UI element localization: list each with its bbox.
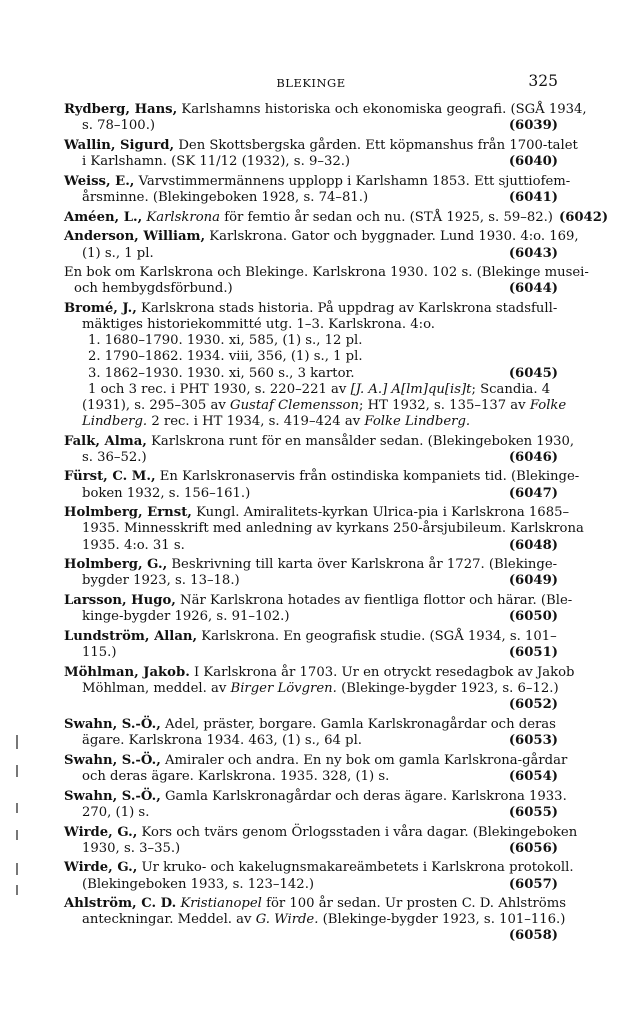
entry-text: Karlskrona. Gator och byggnader. Lund 1930. 4:o. 169,: [209, 229, 579, 245]
entry-text: och hembygdsförbund.): [74, 281, 233, 297]
entry-text: 270, (1) s.: [82, 804, 150, 820]
entry-text: anteckningar. Meddel. av: [82, 912, 252, 928]
entry-text: kinge-bygder 1926, s. 91–102.): [82, 609, 290, 625]
entry-6052: [64, 664, 575, 713]
entry-number: (6055): [508, 804, 558, 820]
entry-6045: [64, 301, 567, 430]
entry-text: Varvstimmermännens upplopp i Karlshamn 1853. Ett sjuttiofem-: [138, 173, 571, 189]
scan-mark: [16, 735, 18, 749]
entry-author: Bromé, J.,: [64, 301, 137, 317]
entry-text: (Blekinge-bygder 1923, s. 6–12.): [341, 681, 559, 697]
entry-editor: Birger Lövgren.: [230, 681, 337, 697]
entry-number: (6040): [508, 153, 558, 169]
entry-text: Karlskrona stads historia. På uppdrag av Karlskrona stadsfull-: [141, 301, 558, 317]
entry-text: 1930, s. 3–35.): [82, 840, 181, 856]
entry-number: (6056): [508, 840, 558, 856]
entry-number: (6044): [508, 281, 558, 297]
entry-volume: 1. 1680–1790. 1930. xi, 585, (1) s., 12 pl.: [88, 333, 363, 349]
entry-text: i Karlshamn. (SK 11/12 (1932), s. 9–32.): [82, 153, 351, 169]
entry-6042: [64, 209, 609, 226]
entry-6047: [64, 469, 580, 501]
scan-mark: [16, 803, 18, 813]
entry-text: I Karlskrona år 1703. Ur en otryckt resedagbok av Jakob: [194, 664, 575, 680]
entry-6046: [64, 433, 575, 466]
entry-6056: [64, 824, 578, 857]
entry-6040: [64, 137, 578, 170]
entry-number: (6052): [508, 697, 558, 713]
entry-author: Falk, Alma,: [64, 433, 147, 449]
entry-review: ; Scandia. 4: [471, 381, 551, 397]
entry-text: för 100 år sedan. Ur prosten C. D. Ahlströms: [266, 896, 567, 912]
entry-text: Kungl. Amiralitets-kyrkan Ulrica-pia i Karlskrona 1685–: [196, 505, 570, 521]
entry-6057: [64, 860, 574, 892]
entry-6053: [64, 717, 558, 749]
entry-6055: [64, 788, 567, 821]
entry-text: s. 36–52.): [82, 449, 147, 465]
entry-text: Adel, präster, borgare. Gamla Karlskronagårdar och deras: [165, 716, 556, 732]
entry-review: (1931), s. 295–305 av: [82, 397, 226, 413]
entry-reviewer: Folke Lindberg.: [364, 413, 471, 429]
entry-text: och deras ägare. Karlskrona. 1935. 328, (1) s.: [82, 768, 390, 784]
entry-6054: [64, 752, 568, 785]
entry-number: (6050): [508, 609, 558, 625]
entry-text: boken 1932, s. 156–161.): [82, 485, 251, 501]
entry-author: Rydberg, Hans,: [64, 102, 178, 117]
entry-title-italic: Karlskrona: [146, 209, 220, 225]
entry-text: 115.): [82, 645, 117, 661]
entry-author: Weiss, E.,: [64, 173, 135, 189]
scan-mark: [16, 830, 18, 840]
entry-text: 1935. Minnesskrift med anledning av kyrkans 250-årsjubileum. Karlskrona: [82, 521, 584, 537]
entry-number: (6057): [508, 876, 558, 892]
entry-author: Holmberg, Ernst,: [64, 505, 192, 521]
entry-author: Möhlman, Jakob.: [64, 664, 190, 680]
entry-6041: [64, 173, 571, 206]
entry-6039: [64, 102, 587, 134]
entry-number: (6046): [508, 449, 558, 465]
entry-text: Gamla Karlskronagårdar och deras ägare. Karlskrona 1933.: [165, 788, 567, 804]
entry-6050: [64, 593, 573, 625]
entry-author: Wirde, G.,: [64, 824, 138, 840]
entry-6044: [64, 265, 589, 297]
entry-editor: G. Wirde.: [255, 912, 319, 928]
scan-mark: [16, 885, 18, 895]
entry-text: (Blekinge-bygder 1923, s. 101–116.): [322, 912, 566, 928]
entry-6043: [64, 229, 579, 261]
page-number: 325: [528, 72, 558, 90]
entry-text: Beskrivning till karta över Karlskrona år 1727. (Blekinge-: [171, 557, 558, 573]
entry-number: (6051): [508, 645, 558, 661]
entry-author: Holmberg, G.,: [64, 557, 168, 573]
entry-text: 1935. 4:o. 31 s.: [82, 537, 185, 553]
entry-author: Swahn, S.-Ö.,: [64, 788, 161, 804]
entry-number: (6058): [508, 928, 558, 944]
entry-review: 2 rec. i HT 1934, s. 419–424 av: [151, 413, 361, 429]
entry-text: (1) s., 1 pl.: [82, 245, 154, 261]
entry-volume: 2. 1790–1862. 1934. viii, 356, (1) s., 1 pl.: [88, 349, 363, 365]
entry-number: (6045): [508, 365, 558, 381]
entry-author: Swahn, S.-Ö.,: [64, 752, 161, 768]
entry-text: s. 78–100.): [82, 118, 156, 134]
entry-number: (6042): [558, 209, 609, 225]
entry-text: Den Skottsbergska gården. Ett köpmanshus från 1700-talet: [178, 137, 578, 153]
entry-text: ägare. Karlskrona 1934. 463, (1) s., 64 pl.: [82, 733, 362, 748]
entry-text: årsminne. (Blekingeboken 1928, s. 74–81.): [82, 189, 369, 205]
running-head-title: BLEKINGE: [276, 76, 346, 90]
bibliography-page: [64, 72, 609, 948]
entry-number: (6041): [508, 189, 558, 205]
entry-number: (6048): [508, 537, 558, 553]
entry-title-italic: Kristianopel: [180, 896, 262, 912]
entry-volume: 3. 1862–1930. 1930. xi, 560 s., 3 kartor.: [88, 365, 355, 381]
entry-text: Ur kruko- och kakelugnsmakareämbetets i Karlskrona protokoll.: [141, 860, 574, 876]
entry-author: Ahlström, C. D.: [64, 896, 177, 912]
entry-author: Swahn, S.-Ö.,: [64, 716, 161, 732]
entry-6051: [64, 629, 558, 661]
entry-review: ; HT 1932, s. 135–137 av: [358, 397, 526, 413]
entry-author: Anderson, William,: [64, 229, 206, 245]
entry-number: (6049): [508, 573, 558, 589]
entry-text: En bok om Karlskrona och Blekinge. Karlskrona 1930. 102 s. (Blekinge musei-: [64, 265, 589, 281]
entry-reviewer: Folke: [529, 397, 567, 413]
entry-text: Amiraler och andra. En ny bok om gamla Karlskrona-gårdar: [165, 752, 568, 768]
entry-author: Lundström, Allan,: [64, 629, 198, 645]
entry-text: bygder 1923, s. 13–18.): [82, 573, 240, 589]
entry-author: Améen, L.,: [64, 209, 143, 225]
entry-text: En Karlskronaservis från ostindiska kompaniets tid. (Blekinge-: [159, 469, 580, 485]
scan-mark: [16, 765, 18, 777]
entry-author: Wirde, G.,: [64, 860, 138, 876]
entry-number: (6043): [508, 245, 558, 261]
entry-text: Möhlman, meddel. av: [82, 681, 227, 697]
entry-reviewer: Gustaf Clemensson: [230, 397, 359, 413]
entry-text: Karlskrona. En geografisk studie. (SGÅ 1934, s. 101–: [201, 629, 557, 645]
entry-text: (Blekingeboken 1933, s. 123–142.): [82, 876, 315, 892]
entry-text: för femtio år sedan och nu. (STÅ 1925, s. 59–82.): [224, 209, 553, 225]
entry-6048: [64, 505, 584, 553]
entry-text: mäktiges historiekommitté utg. 1–3. Karlskrona. 4:o.: [82, 317, 435, 333]
entry-reviewer: Lindberg.: [82, 413, 148, 429]
entry-text: Kors och tvärs genom Örlogsstaden i våra dagar. (Blekingeboken: [141, 824, 578, 840]
entry-author: Fürst, C. M.,: [64, 469, 156, 485]
scan-mark: [16, 863, 18, 875]
entry-number: (6053): [508, 733, 558, 748]
entry-6049: [64, 557, 558, 589]
entry-number: (6047): [508, 485, 558, 501]
running-head: [64, 72, 558, 98]
entry-reviewer: [J. A.] A[lm]qu[is]t: [350, 381, 472, 397]
entry-review: 1 och 3 rec. i PHT 1930, s. 220–221 av: [88, 381, 347, 397]
entry-author: Larsson, Hugo,: [64, 593, 176, 609]
entry-number: (6039): [508, 118, 558, 134]
entry-6058: [64, 896, 567, 944]
margin-scan-marks: [16, 735, 20, 895]
entry-text: När Karlskrona hotades av fientliga flottor och härar. (Ble-: [180, 593, 573, 609]
entry-author: Wallin, Sigurd,: [64, 137, 175, 153]
entry-text: Karlshamns historiska och ekonomiska geografi. (SGÅ 1934,: [181, 102, 587, 117]
entry-number: (6054): [508, 768, 558, 784]
entry-text: Karlskrona runt för en mansålder sedan. (Blekingeboken 1930,: [151, 433, 575, 449]
